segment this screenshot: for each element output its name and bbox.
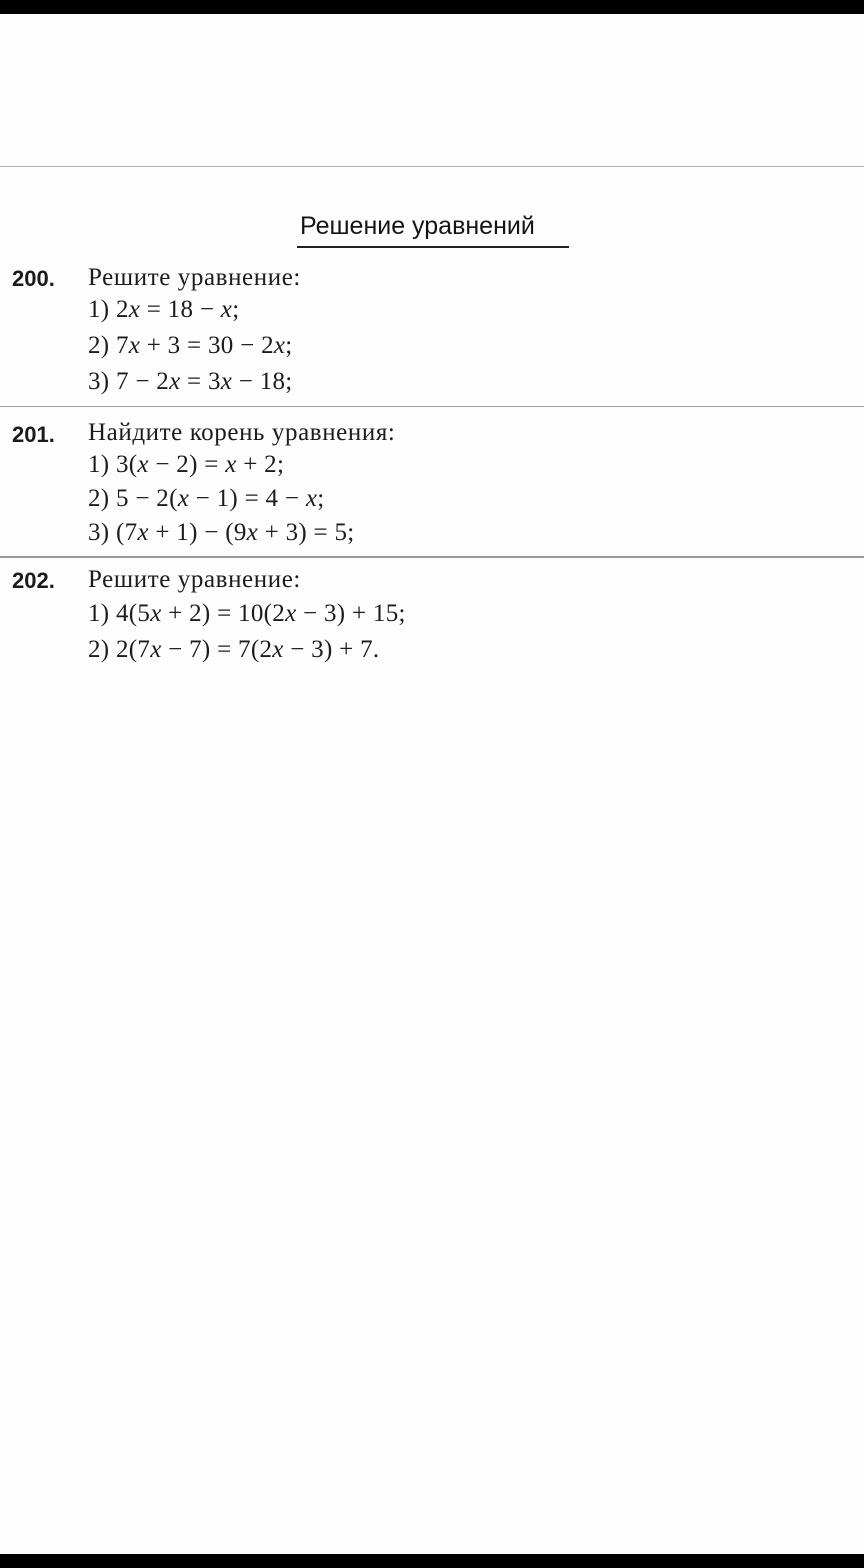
- problem-200-item-3: 3) 7 − 2x = 3x − 18;: [88, 368, 293, 395]
- section-title: Решение уравнений: [300, 212, 535, 240]
- problem-200-item-1: 1) 2x = 18 − x;: [88, 296, 240, 323]
- problem-prompt-201: Найдите корень уравнения:: [88, 419, 396, 446]
- problem-number-201: 201.: [12, 422, 55, 447]
- problem-number-200: 200.: [12, 266, 55, 291]
- bottom-black-bar: [0, 1554, 864, 1568]
- problem-200-item-2: 2) 7x + 3 = 30 − 2x;: [88, 332, 293, 359]
- problem-prompt-200: Решите уравнение:: [88, 264, 301, 291]
- section-title-underline: [297, 246, 569, 248]
- problem-202-item-2: 2) 2(7x − 7) = 7(2x − 3) + 7.: [88, 636, 380, 663]
- problem-number-202: 202.: [12, 568, 55, 593]
- problem-201-item-2: 2) 5 − 2(x − 1) = 4 − x;: [88, 485, 325, 512]
- page-divider-top: [0, 166, 864, 167]
- page-divider-middle: [0, 406, 864, 407]
- problem-201-item-1: 1) 3(x − 2) = x + 2;: [88, 451, 285, 478]
- problem-201-item-3: 3) (7x + 1) − (9x + 3) = 5;: [88, 519, 355, 546]
- problem-prompt-202: Решите уравнение:: [88, 566, 301, 593]
- problem-202-item-1: 1) 4(5x + 2) = 10(2x − 3) + 15;: [88, 600, 406, 627]
- page-divider-lower: [0, 556, 864, 558]
- top-black-bar: [0, 0, 864, 14]
